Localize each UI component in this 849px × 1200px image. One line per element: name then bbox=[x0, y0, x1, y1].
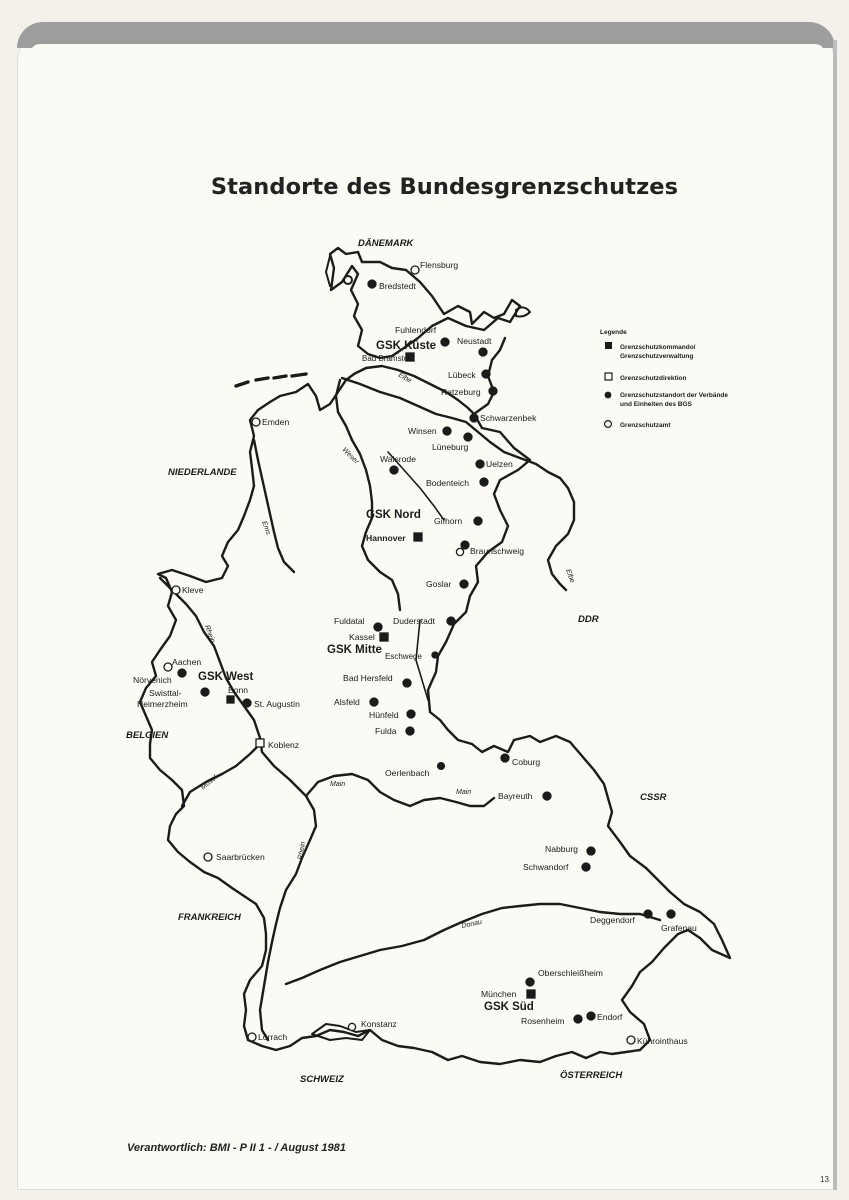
marker-muenchen bbox=[527, 990, 535, 998]
marker-bad-hersfeld bbox=[403, 679, 411, 687]
marker-alsfeld bbox=[370, 698, 378, 706]
marker-kassel bbox=[380, 633, 388, 641]
label-river-donau: Donau bbox=[460, 918, 483, 930]
marker-bonn bbox=[227, 696, 234, 703]
label-loerrach: Lörrach bbox=[258, 1032, 288, 1042]
label-walsrode: Walsrode bbox=[380, 454, 416, 464]
label-river-elbe-east: Elbe bbox=[564, 568, 576, 584]
marker-koblenz bbox=[256, 739, 264, 747]
label-endorf: Endorf bbox=[597, 1012, 623, 1022]
marker-braunschweig bbox=[461, 541, 469, 549]
legend-amt: Grenzschutzamt bbox=[620, 422, 671, 429]
marker-coburg bbox=[501, 754, 509, 762]
label-hannover: Hannover bbox=[366, 533, 406, 543]
island-sylt bbox=[326, 256, 330, 286]
label-luebeck: Lübeck bbox=[448, 370, 476, 380]
label-schwandorf: Schwandorf bbox=[523, 862, 569, 872]
marker-duderstadt bbox=[447, 617, 455, 625]
legend-direktion: Grenzschutzdirektion bbox=[620, 375, 687, 382]
label-frankreich: FRANKREICH bbox=[178, 912, 241, 923]
label-duderstadt: Duderstadt bbox=[393, 616, 436, 626]
label-river-mosel: Mosel bbox=[199, 774, 219, 792]
legend-heading: Legende bbox=[600, 329, 627, 336]
label-gsk-mitte: GSK Mitte bbox=[327, 644, 382, 656]
label-kleve: Kleve bbox=[182, 585, 204, 595]
label-niederlande: NIEDERLANDE bbox=[168, 467, 237, 478]
label-rosenheim: Rosenheim bbox=[521, 1016, 565, 1026]
river-weser bbox=[336, 380, 400, 610]
label-emden: Emden bbox=[262, 417, 290, 427]
label-bayreuth: Bayreuth bbox=[498, 791, 533, 801]
label-ddr: DDR bbox=[578, 614, 599, 625]
label-bonn: Bonn bbox=[228, 685, 249, 695]
label-fulda: Fulda bbox=[375, 726, 397, 736]
label-daenemark: DÄNEMARK bbox=[358, 238, 414, 249]
label-gsk-nord: GSK Nord bbox=[366, 509, 421, 521]
island-foehr bbox=[344, 276, 352, 284]
legend-kommando-line1: Grenzschutzkommando/ bbox=[620, 344, 696, 351]
label-grafenau: Grafenau bbox=[661, 923, 697, 933]
label-bad-bramstedt: Bad Bramstedt bbox=[362, 354, 415, 363]
label-saarbruecken: Saarbrücken bbox=[216, 852, 265, 862]
marker-kleve bbox=[172, 586, 180, 594]
label-river-elbe-north: Elbe bbox=[397, 371, 413, 385]
label-river-weser: Weser bbox=[340, 446, 360, 466]
label-konstanz: Konstanz bbox=[361, 1019, 397, 1029]
label-deggendorf: Deggendorf bbox=[590, 915, 635, 925]
label-winsen: Winsen bbox=[408, 426, 437, 436]
label-swisttal: Swisttal- bbox=[149, 688, 182, 698]
marker-flensburg bbox=[411, 266, 419, 274]
marker-bayreuth bbox=[543, 792, 551, 800]
label-goslar: Goslar bbox=[426, 579, 452, 589]
label-river-rhein-south: Rhein bbox=[297, 841, 308, 861]
label-gsk-sued: GSK Süd bbox=[484, 1001, 534, 1013]
marker-neustadt bbox=[479, 348, 487, 356]
marker-bodenteich bbox=[480, 478, 488, 486]
river-ems bbox=[254, 440, 294, 572]
marker-luebeck bbox=[482, 370, 490, 378]
label-alsfeld: Alsfeld bbox=[334, 697, 360, 707]
label-nabburg: Nabburg bbox=[545, 844, 578, 854]
marker-saarbruecken bbox=[204, 853, 212, 861]
marker-rosenheim bbox=[574, 1015, 582, 1023]
label-gifhorn: Gifhorn bbox=[434, 516, 463, 526]
label-schweiz: SCHWEIZ bbox=[300, 1074, 344, 1085]
marker-ratzeburg bbox=[489, 387, 497, 395]
marker-braunschweig-amt bbox=[456, 548, 463, 555]
label-bodenteich: Bodenteich bbox=[426, 478, 470, 488]
marker-noervenich bbox=[164, 663, 172, 671]
label-kassel: Kassel bbox=[349, 632, 375, 642]
label-kuehroint: Kührointhaus bbox=[637, 1036, 688, 1046]
marker-deggendorf bbox=[644, 910, 652, 918]
marker-bredstedt bbox=[368, 280, 376, 288]
label-gsk-kueste: GSK Küste bbox=[376, 340, 437, 352]
label-fuldatal: Fuldatal bbox=[334, 616, 365, 626]
river-mosel bbox=[182, 742, 262, 806]
legend-kommando-line2: Grenzschutzverwaltung bbox=[620, 353, 694, 360]
footer-responsible: Verantwortlich: BMI - P II 1 - / August 1981 bbox=[127, 1142, 346, 1154]
label-uelzen: Uelzen bbox=[486, 459, 513, 469]
label-cssr: CSSR bbox=[640, 792, 667, 803]
label-river-ems: Ems bbox=[260, 520, 272, 536]
label-heimerzheim: Heimerzheim bbox=[137, 699, 188, 709]
marker-goslar bbox=[460, 580, 468, 588]
marker-kuehroint bbox=[627, 1036, 635, 1044]
label-flensburg: Flensburg bbox=[420, 260, 459, 270]
label-schwarzenbek: Schwarzenbek bbox=[480, 413, 537, 423]
legend-square-open bbox=[605, 373, 612, 380]
marker-winsen bbox=[443, 427, 451, 435]
marker-huenfeld bbox=[407, 710, 415, 718]
marker-swisttal bbox=[201, 688, 209, 696]
label-aachen: Aachen bbox=[172, 657, 202, 667]
map-title: Standorte des Bundesgrenzschutzes bbox=[210, 174, 679, 200]
marker-st-augustin bbox=[243, 699, 251, 707]
marker-oberschleissheim bbox=[526, 978, 534, 986]
label-coburg: Coburg bbox=[512, 757, 541, 767]
marker-oerlenbach bbox=[438, 763, 445, 770]
label-river-main-east: Main bbox=[456, 789, 472, 796]
label-lueneburg: Lüneburg bbox=[432, 442, 469, 452]
label-braunschweig: Braunschweig bbox=[470, 546, 524, 556]
legend-dot-open bbox=[605, 421, 612, 428]
label-noervenich: Nörvenich bbox=[133, 675, 172, 685]
marker-schwandorf bbox=[582, 863, 590, 871]
river-rhein bbox=[160, 578, 316, 1040]
marker-eschwege bbox=[432, 652, 438, 658]
label-river-rhein-north: Rhein bbox=[203, 624, 216, 644]
label-neustadt: Neustadt bbox=[457, 336, 492, 346]
marker-nabburg bbox=[587, 847, 595, 855]
label-eschwege: Eschwege bbox=[385, 652, 422, 661]
label-bredstedt: Bredstedt bbox=[379, 281, 416, 291]
legend-standort-line2: und Einheiten des BGS bbox=[620, 401, 692, 408]
marker-uelzen bbox=[476, 460, 484, 468]
marker-fuldatal bbox=[374, 623, 382, 631]
marker-walsrode bbox=[390, 466, 398, 474]
island-fehmarn bbox=[516, 307, 530, 316]
marker-emden bbox=[252, 418, 260, 426]
label-ratzeburg: Ratzeburg bbox=[441, 387, 481, 397]
label-st-augustin: St. Augustin bbox=[254, 699, 300, 709]
legend-dot-filled bbox=[605, 392, 612, 399]
label-oesterreich: ÖSTERREICH bbox=[560, 1070, 623, 1081]
label-koblenz: Koblenz bbox=[268, 740, 300, 750]
label-muenchen: München bbox=[481, 989, 517, 999]
marker-fuhlendorf bbox=[441, 338, 449, 346]
label-gsk-west: GSK West bbox=[198, 671, 254, 683]
marker-konstanz bbox=[348, 1023, 355, 1030]
legend-standort-line1: Grenzschutzstandort der Verbände bbox=[620, 392, 728, 399]
label-oerlenbach: Oerlenbach bbox=[385, 768, 430, 778]
marker-aachen bbox=[178, 669, 186, 677]
marker-endorf bbox=[587, 1012, 595, 1020]
label-river-main-west: Main bbox=[330, 781, 346, 788]
marker-schwarzenbek bbox=[470, 414, 478, 422]
marker-lueneburg bbox=[464, 433, 472, 441]
label-fuhlendorf: Fuhlendorf bbox=[395, 325, 437, 335]
east-frisian-islands bbox=[236, 374, 306, 386]
label-belgien: BELGIEN bbox=[126, 730, 169, 741]
legend-square-filled bbox=[605, 342, 612, 349]
label-huenfeld: Hünfeld bbox=[369, 710, 399, 720]
page-number: 13 bbox=[820, 1175, 829, 1184]
marker-fulda bbox=[406, 727, 414, 735]
marker-grafenau bbox=[667, 910, 675, 918]
marker-loerrach bbox=[248, 1033, 256, 1041]
marker-gifhorn bbox=[474, 517, 482, 525]
marker-hannover bbox=[414, 533, 422, 541]
label-oberschleissheim: Oberschleißheim bbox=[538, 968, 603, 978]
label-bad-hersfeld: Bad Hersfeld bbox=[343, 673, 393, 683]
